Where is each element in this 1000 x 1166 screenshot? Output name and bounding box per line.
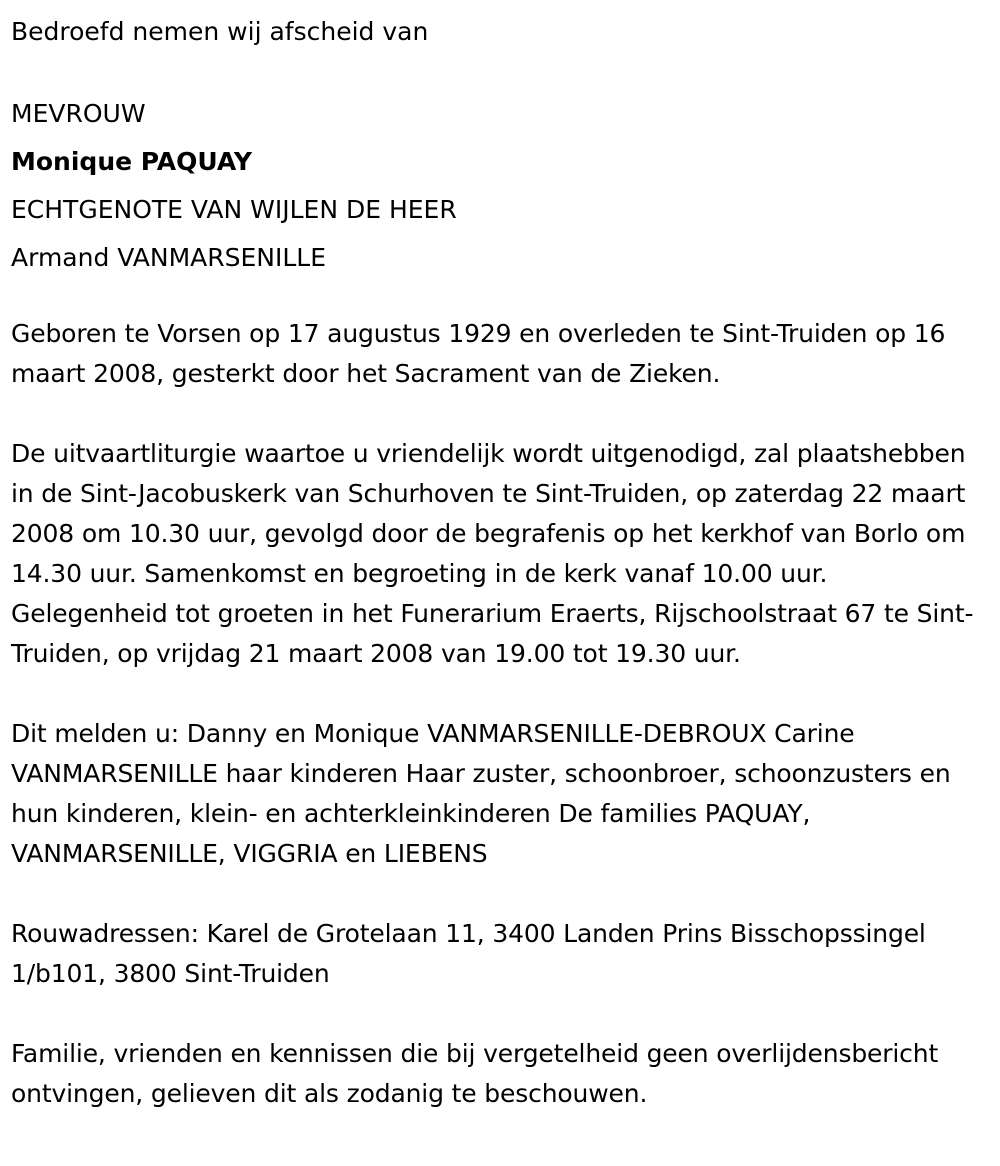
deceased-name: Monique PAQUAY (11, 147, 252, 176)
family-paragraph: Dit melden u: Danny en Monique VANMARSENILLE-DEBROUX Carine VANMARSENILLE haar kinderen Haar zuster, schoonbroer, schoonzusters en hun kinderen, klein- en achterkleinkinderen De families PAQUAY, VANMARSENILLE, VIGGRIA en LIEBENS (11, 719, 951, 868)
intro-line: Bedroefd nemen wij afscheid van (11, 17, 429, 46)
closing-paragraph: Familie, vrienden en kennissen die bij vergetelheid geen overlijdensbericht ontvingen, gelieven dit als zodanig te beschouwen. (11, 1039, 939, 1108)
spouse-name: Armand VANMARSENILLE (11, 243, 327, 272)
spacer (11, 994, 1000, 1034)
spacer (11, 874, 1000, 914)
title-line: MEVROUW (11, 99, 146, 128)
spouse-label: ECHTGENOTE VAN WIJLEN DE HEER (11, 195, 457, 224)
spacer (11, 394, 1000, 434)
spacer (11, 282, 1000, 314)
funeral-paragraph: De uitvaartliturgie waartoe u vriendelijk wordt uitgenodigd, zal plaatshebben in de Sint-Jacobuskerk van Schurhoven te Sint-Truiden, op zaterdag 22 maart 2008 om 10.30 uur, gevolgd door de begrafenis op het kerkhof van Borlo om 14.30 uur. Samenkomst en begroeting in de kerk vanaf 10.00 uur. Gelegenheid tot groeten in het Funerarium Eraerts, Rijschoolstraat 67 te Sint-Truiden, op vrijdag 21 maart 2008 van 19.00 tot 19.30 uur. (11, 439, 974, 668)
spacer (11, 674, 1000, 714)
birth-death-paragraph: Geboren te Vorsen op 17 augustus 1929 en overleden te Sint-Truiden op 16 maart 2008, gesterkt door het Sacrament van de Zieken. (11, 319, 946, 388)
addresses-paragraph: Rouwadressen: Karel de Grotelaan 11, 3400 Landen Prins Bisschopssingel 1/b101, 3800 Sint-Truiden (11, 919, 926, 988)
spacer (11, 56, 1000, 90)
